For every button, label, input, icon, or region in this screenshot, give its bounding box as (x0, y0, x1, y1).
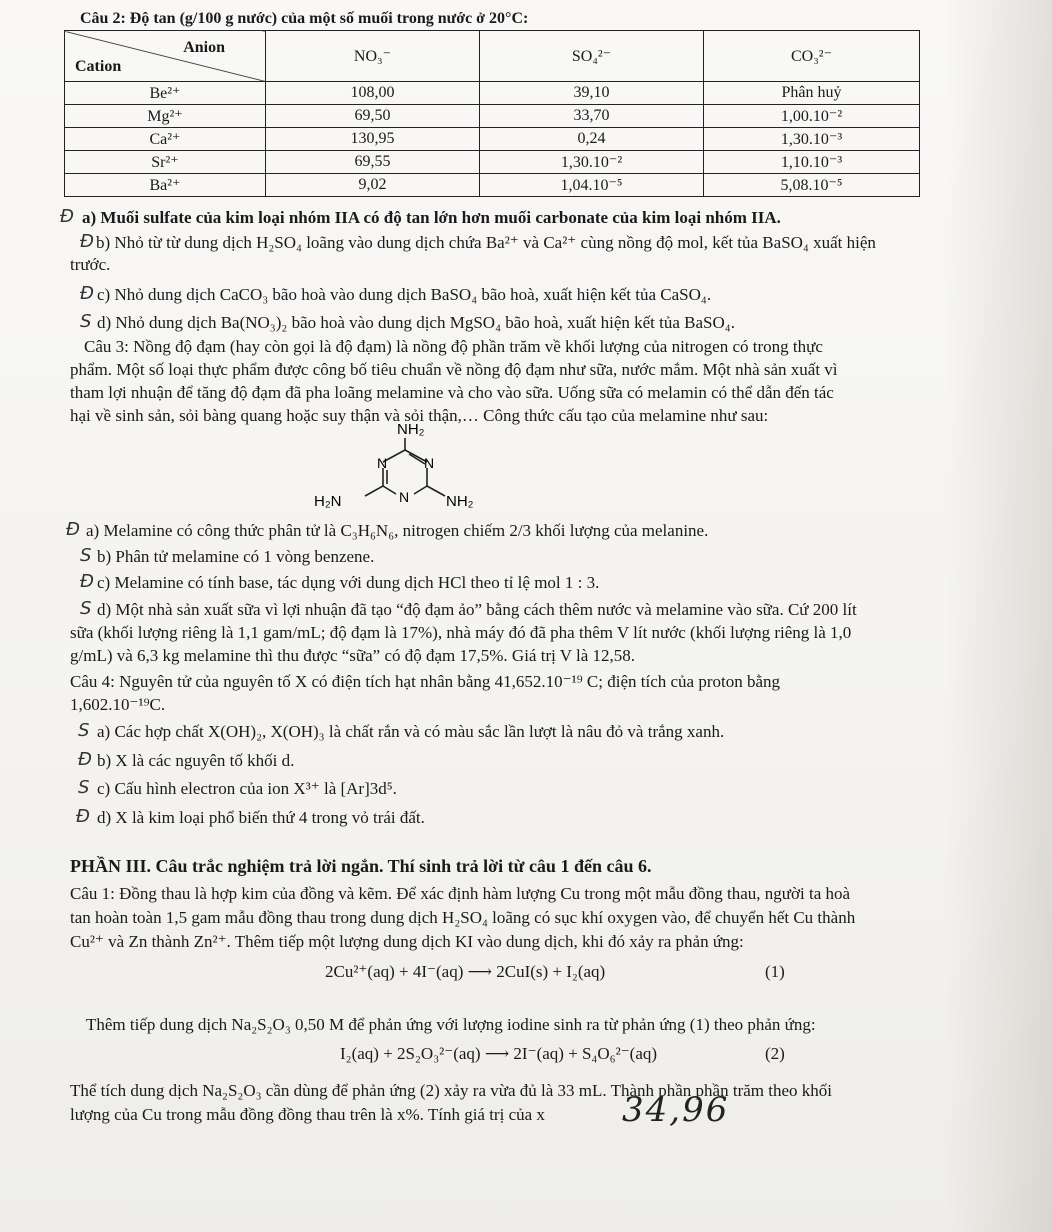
q3-text-1: Câu 3: Nồng độ đạm (hay còn gọi là độ đạm) là nồng độ phần trăm về khối lượng của nitrogen có trong thực (84, 337, 823, 356)
q4-statement-c: c) Cấu hình electron của ion X³⁺ là [Ar]3d⁵. (97, 779, 397, 798)
q2-statement-b-cont: trước. (70, 255, 111, 274)
header-co3: CO₃²⁻ (704, 31, 920, 82)
equation-2-number: (2) (765, 1044, 785, 1063)
answer-mark: S (78, 777, 90, 798)
answer-mark: S (80, 311, 92, 332)
answer-mark: Đ (80, 283, 94, 304)
part3-q1-text-1: Câu 1: Đồng thau là hợp kim của đồng và kẽm. Để xác định hàm lượng Cu trong một mẫu đồng thau, người ta hoà (70, 884, 851, 903)
answer-mark: S (80, 598, 92, 619)
cation-label: Cation (75, 58, 122, 75)
q3-text-4: hại về sinh sản, sỏi bàng quang hoặc suy thận và sỏi thận,… Công thức cấu tạo của melamine như sau: (70, 406, 769, 425)
ring-n: N (424, 455, 435, 471)
answer-mark: Đ (66, 519, 80, 540)
table-row: Mg²⁺ 69,50 33,70 1,00.10⁻² (65, 105, 920, 128)
table-row: Ba²⁺ 9,02 1,04.10⁻⁵ 5,08.10⁻⁵ (65, 174, 920, 197)
equation-1: 2Cu²⁺(aq) + 4I⁻(aq) ⟶ 2CuI(s) + I₂(aq) (325, 962, 606, 981)
answer-mark: Đ (78, 749, 92, 770)
answer-mark: S (78, 720, 90, 741)
q3-text-2: phẩm. Một số loại thực phẩm được công bố tiêu chuẩn về nồng độ đạm như sữa, nước mắm. Một nhà sản xuất vì (70, 360, 838, 379)
header-no3: NO₃⁻ (266, 31, 480, 82)
q2-statement-b: b) Nhỏ từ từ dung dịch H₂SO₄ loãng vào dung dịch chứa Ba²⁺ và Ca²⁺ cùng nồng độ mol, kết tủa BaSO₄ xuất hiện (96, 233, 876, 252)
ring-n: N (377, 455, 388, 471)
q4-statement-d: d) X là kim loại phổ biến thứ 4 trong vỏ trái đất. (97, 808, 425, 827)
part3-title: PHẦN III. Câu trắc nghiệm trả lời ngắn. Thí sinh trả lời từ câu 1 đến câu 6. (70, 856, 652, 876)
equation-2: I₂(aq) + 2S₂O₃²⁻(aq) ⟶ 2I⁻(aq) + S₄O₆²⁻(aq) (340, 1044, 658, 1063)
q3-text-3: tham lợi nhuận để tăng độ đạm đã pha loãng melamine và cho vào sữa. Uống sữa có melamin có thể dẫn đến tác (70, 383, 834, 402)
ring-n: N (399, 489, 410, 505)
solubility-table (64, 30, 920, 197)
q3-statement-a: a) Melamine có công thức phân tử là C₃H₆N₆, nitrogen chiếm 2/3 khối lượng của melanine. (86, 521, 709, 540)
answer-mark: Đ (60, 206, 74, 227)
part3-q1-text-3: Cu²⁺ và Zn thành Zn²⁺. Thêm tiếp một lượng dung dịch KI vào dung dịch, khi đó xảy ra phản ứng: (70, 932, 744, 951)
q3-statement-d-1: d) Một nhà sản xuất sữa vì lợi nhuận đã tạo “độ đạm ảo” bằng cách thêm nước và melamine vào sữa. Cứ 200 lít (97, 600, 857, 619)
header-so4: SO₄²⁻ (480, 31, 704, 82)
equation-1-number: (1) (765, 962, 785, 981)
part3-q1-text-6: lượng của Cu trong mẫu đồng đồng thau trên là x%. Tính giá trị của x (70, 1105, 545, 1124)
amino-left: H₂N (314, 493, 342, 510)
q3-statement-d-3: g/mL) và 6,3 kg melamine thì thu được “sữa” có độ đạm 17,5%. Giá trị V là 12,58. (70, 646, 636, 665)
q3-statement-c: c) Melamine có tính base, tác dụng với dung dịch HCl theo tỉ lệ mol 1 : 3. (97, 573, 600, 592)
amino-right: NH₂ (446, 493, 474, 510)
answer-mark: S (80, 545, 92, 566)
part3-q1-text-4: Thêm tiếp dung dịch Na₂S₂O₃ 0,50 M để phản ứng với lượng iodine sinh ra từ phản ứng (1) theo phản ứng: (86, 1015, 816, 1034)
table-row: Be²⁺ 108,00 39,10 Phân huỷ (65, 82, 920, 105)
answer-mark: Đ (76, 806, 90, 827)
q4-text-1: Câu 4: Nguyên tử của nguyên tố X có điện tích hạt nhân bằng 41,652.10⁻¹⁹ C; điện tích của proton bằng (70, 672, 781, 691)
page-shadow (945, 0, 1052, 1232)
q4-statement-b: b) X là các nguyên tố khối d. (97, 751, 295, 770)
q3-statement-d-2: sữa (khối lượng riêng là 1,1 gam/mL; độ đạm là 17%), nhà máy đó đã pha thêm V lít nước (khối lượng riêng là 1,0 (70, 623, 852, 642)
amino-top: NH₂ (397, 421, 425, 438)
answer-mark: Đ (80, 231, 94, 252)
answer-mark: Đ (80, 571, 94, 592)
table-row: Sr²⁺ 69,55 1,30.10⁻² 1,10.10⁻³ (65, 151, 920, 174)
handwritten-answer: 34,96 (622, 1090, 730, 1130)
q2-title: Câu 2: Độ tan (g/100 g nước) của một số muối trong nước ở 20°C: (80, 10, 529, 27)
q4-statement-a: a) Các hợp chất X(OH)₂, X(OH)₃ là chất rắn và có màu sắc lần lượt là nâu đỏ và trắng xanh. (97, 722, 725, 741)
melamine-structure (300, 420, 530, 520)
q3-statement-b: b) Phân tử melamine có 1 vòng benzene. (97, 547, 375, 566)
table-row: Ca²⁺ 130,95 0,24 1,30.10⁻³ (65, 128, 920, 151)
anion-label: Anion (183, 39, 225, 56)
table-corner-header (65, 31, 266, 82)
q2-statement-a: a) Muối sulfate của kim loại nhóm IIA có độ tan lớn hơn muối carbonate của kim loại nhóm IIA. (82, 208, 781, 227)
part3-q1-text-5: Thể tích dung dịch Na₂S₂O₃ cần dùng để phản ứng (2) xảy ra vừa đủ là 33 mL. Thành phần phần trăm theo khối (70, 1081, 832, 1100)
part3-q1-text-2: tan hoàn toàn 1,5 gam mẫu đồng thau trong dung dịch H₂SO₄ loãng có sục khí oxygen vào, để chuyển hết Cu thành (70, 908, 856, 927)
q4-text-2: 1,602.10⁻¹⁹C. (70, 695, 166, 714)
q2-statement-d: d) Nhỏ dung dịch Ba(NO₃)₂ bão hoà vào dung dịch MgSO₄ bão hoà, xuất hiện kết tủa BaSO₄. (97, 313, 735, 332)
q2-statement-c: c) Nhỏ dung dịch CaCO₃ bão hoà vào dung dịch BaSO₄ bão hoà, xuất hiện kết tủa CaSO₄. (97, 285, 712, 304)
